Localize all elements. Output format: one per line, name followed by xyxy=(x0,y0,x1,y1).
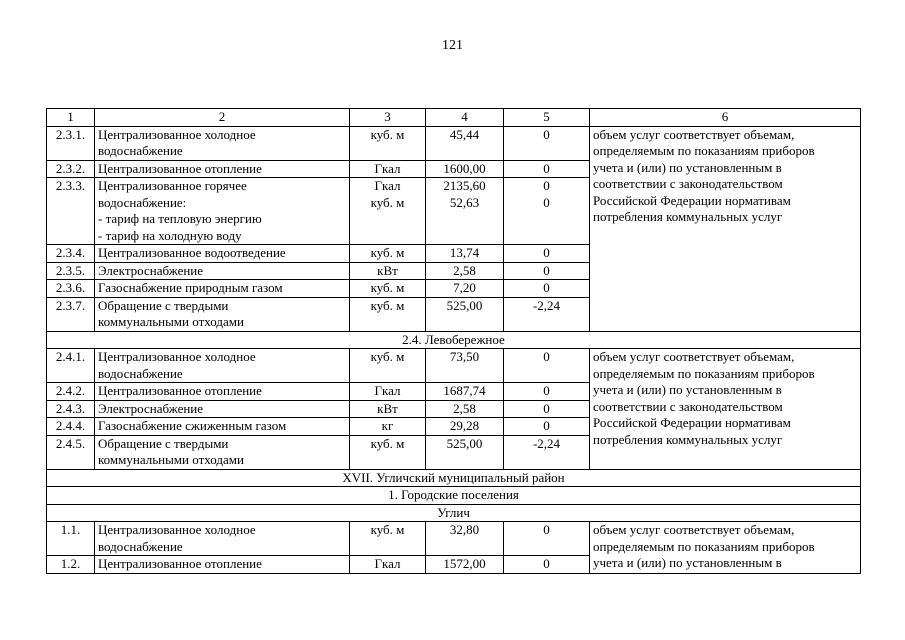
note-cell-line: объем услуг соответствует объемам, xyxy=(593,349,795,364)
unit-cell: Гкал xyxy=(350,383,426,401)
service-name-line: Обращение с твердыми xyxy=(98,297,229,313)
column-header: 1 xyxy=(47,109,95,127)
value-cell: 32,80 xyxy=(426,522,504,556)
section-title: 2.4. Левобережное xyxy=(47,331,861,349)
value-cell: 2,58 xyxy=(426,262,504,280)
row-number: 2.3.7. xyxy=(47,297,95,331)
service-name-line: Централизованное водоотведение xyxy=(98,245,286,260)
value-cell: 2,58 xyxy=(426,400,504,418)
unit-cell: куб. м xyxy=(350,522,426,556)
service-name xyxy=(95,297,350,331)
row-number: 2.4.5. xyxy=(47,435,95,469)
unit-cell: Гкал xyxy=(350,160,426,178)
column-header: 4 xyxy=(426,109,504,127)
value-cell: 1600,00 xyxy=(426,160,504,178)
change-cell: 0 xyxy=(504,349,590,383)
row-number: 1.1. xyxy=(47,522,95,556)
service-name-line: Централизованное холодное xyxy=(98,349,256,364)
service-name xyxy=(95,400,350,418)
change-cell-line: 0 xyxy=(543,194,550,210)
service-name-line: коммунальными отходами xyxy=(98,452,244,467)
service-name xyxy=(95,178,350,245)
tariff-table xyxy=(46,108,861,574)
unit-cell: куб. м xyxy=(350,245,426,263)
service-name-line: Централизованное холодное xyxy=(98,126,256,142)
note-cell-line: учета и (или) по установленным в xyxy=(593,555,782,570)
value-cell-line: 52,63 xyxy=(449,194,480,210)
change-cell xyxy=(504,178,590,245)
service-name xyxy=(95,280,350,298)
service-name-line: водоснабжение xyxy=(98,538,183,554)
service-name-line: Централизованное отопление xyxy=(98,383,262,398)
change-cell: 0 xyxy=(504,245,590,263)
unit-cell-line: Гкал xyxy=(374,178,401,193)
service-name-line: Централизованное горячее xyxy=(98,178,247,193)
page-number: 121 xyxy=(442,38,463,53)
note-cell-line: учета и (или) по установленным в xyxy=(593,159,782,175)
note-cell-line: Российской Федерации нормативам xyxy=(593,192,791,208)
unit-cell: куб. м xyxy=(350,297,426,331)
section-row xyxy=(47,469,861,487)
unit-cell: кВт xyxy=(350,262,426,280)
row-number: 2.4.2. xyxy=(47,383,95,401)
note-cell-line: учета и (или) по установленным в xyxy=(593,382,782,397)
service-name-line: водоснабжение: xyxy=(98,194,187,210)
unit-cell: кВт xyxy=(350,400,426,418)
row-number: 2.3.5. xyxy=(47,262,95,280)
table-row xyxy=(47,522,861,556)
row-number: 2.3.1. xyxy=(47,126,95,160)
header-row xyxy=(47,109,861,127)
table-body xyxy=(47,109,861,574)
note-cell xyxy=(590,522,861,574)
table-row xyxy=(47,126,861,160)
service-name-line: Обращение с твердыми xyxy=(98,435,229,451)
change-cell: 0 xyxy=(504,418,590,436)
value-cell-line: 2135,60 xyxy=(443,178,486,193)
unit-cell: куб. м xyxy=(350,126,426,160)
change-cell: -2,24 xyxy=(504,435,590,469)
change-cell: 0 xyxy=(504,522,590,556)
service-name xyxy=(95,126,350,160)
service-name-line: Централизованное отопление xyxy=(98,556,262,571)
service-name-line: - тариф на тепловую энергию xyxy=(98,211,262,226)
service-name-line: - тариф на холодную воду xyxy=(98,227,242,243)
value-cell: 13,74 xyxy=(426,245,504,263)
row-number: 2.3.2. xyxy=(47,160,95,178)
service-name xyxy=(95,522,350,556)
row-number: 2.4.1. xyxy=(47,349,95,383)
unit-cell: куб. м xyxy=(350,349,426,383)
change-cell: 0 xyxy=(504,160,590,178)
note-cell-line: определяемым по показаниям приборов xyxy=(593,538,815,554)
row-number: 2.4.4. xyxy=(47,418,95,436)
column-header: 2 xyxy=(95,109,350,127)
change-cell-line: 0 xyxy=(543,178,550,193)
service-name-line: Централизованное отопление xyxy=(98,160,262,176)
note-cell xyxy=(590,126,861,331)
service-name xyxy=(95,245,350,263)
row-number: 2.4.3. xyxy=(47,400,95,418)
value-cell: 29,28 xyxy=(426,418,504,436)
value-cell: 525,00 xyxy=(426,297,504,331)
column-header: 3 xyxy=(350,109,426,127)
change-cell: 0 xyxy=(504,126,590,160)
change-cell: 0 xyxy=(504,262,590,280)
value-cell xyxy=(426,178,504,245)
service-name xyxy=(95,383,350,401)
service-name xyxy=(95,556,350,574)
value-cell: 73,50 xyxy=(426,349,504,383)
unit-cell: Гкал xyxy=(350,556,426,574)
unit-cell: кг xyxy=(350,418,426,436)
section-row xyxy=(47,331,861,349)
district-title: XVII. Угличский муниципальный район xyxy=(47,469,861,487)
service-name-line: Газоснабжение сжиженным газом xyxy=(98,418,287,433)
note-cell-line: определяемым по показаниям приборов xyxy=(593,143,815,158)
column-header: 6 xyxy=(590,109,861,127)
service-name-line: Электроснабжение xyxy=(98,262,204,278)
note-cell-line: соответствии с законодательством xyxy=(593,176,783,191)
unit-cell: куб. м xyxy=(350,435,426,469)
unit-cell xyxy=(350,178,426,245)
service-name-line: водоснабжение xyxy=(98,143,183,158)
unit-cell-line: куб. м xyxy=(370,194,405,210)
service-name-line: коммунальными отходами xyxy=(98,314,244,329)
service-name xyxy=(95,435,350,469)
note-cell xyxy=(590,349,861,470)
unit-cell: куб. м xyxy=(350,280,426,298)
note-cell-line: потребления коммунальных услуг xyxy=(593,209,783,224)
service-name xyxy=(95,349,350,383)
row-number: 2.3.3. xyxy=(47,178,95,245)
note-cell-line: Российской Федерации нормативам xyxy=(593,415,791,430)
value-cell: 7,20 xyxy=(426,280,504,298)
change-cell: -2,24 xyxy=(504,297,590,331)
change-cell: 0 xyxy=(504,280,590,298)
service-name-line: водоснабжение xyxy=(98,365,183,381)
change-cell: 0 xyxy=(504,556,590,574)
table-row xyxy=(47,349,861,383)
change-cell: 0 xyxy=(504,400,590,418)
note-cell-line: объем услуг соответствует объемам, xyxy=(593,126,795,142)
value-cell: 1687,74 xyxy=(426,383,504,401)
row-number: 2.3.6. xyxy=(47,280,95,298)
value-cell: 1572,00 xyxy=(426,556,504,574)
value-cell: 525,00 xyxy=(426,435,504,469)
change-cell: 0 xyxy=(504,383,590,401)
row-number: 2.3.4. xyxy=(47,245,95,263)
section-row xyxy=(47,487,861,505)
service-name xyxy=(95,160,350,178)
service-name xyxy=(95,418,350,436)
note-cell-line: потребления коммунальных услуг xyxy=(593,431,783,447)
service-name-line: Газоснабжение природным газом xyxy=(98,280,283,295)
town-title: Углич xyxy=(47,504,861,522)
settlements-title: 1. Городские поселения xyxy=(47,487,861,505)
service-name xyxy=(95,262,350,280)
note-cell-line: объем услуг соответствует объемам, xyxy=(593,522,795,537)
service-name-line: Электроснабжение xyxy=(98,400,204,416)
column-header: 5 xyxy=(504,109,590,127)
service-name-line: Централизованное холодное xyxy=(98,522,256,537)
note-cell-line: определяемым по показаниям приборов xyxy=(593,365,815,381)
section-row xyxy=(47,504,861,522)
note-cell-line: соответствии с законодательством xyxy=(593,398,783,414)
row-number: 1.2. xyxy=(47,556,95,574)
value-cell: 45,44 xyxy=(426,126,504,160)
